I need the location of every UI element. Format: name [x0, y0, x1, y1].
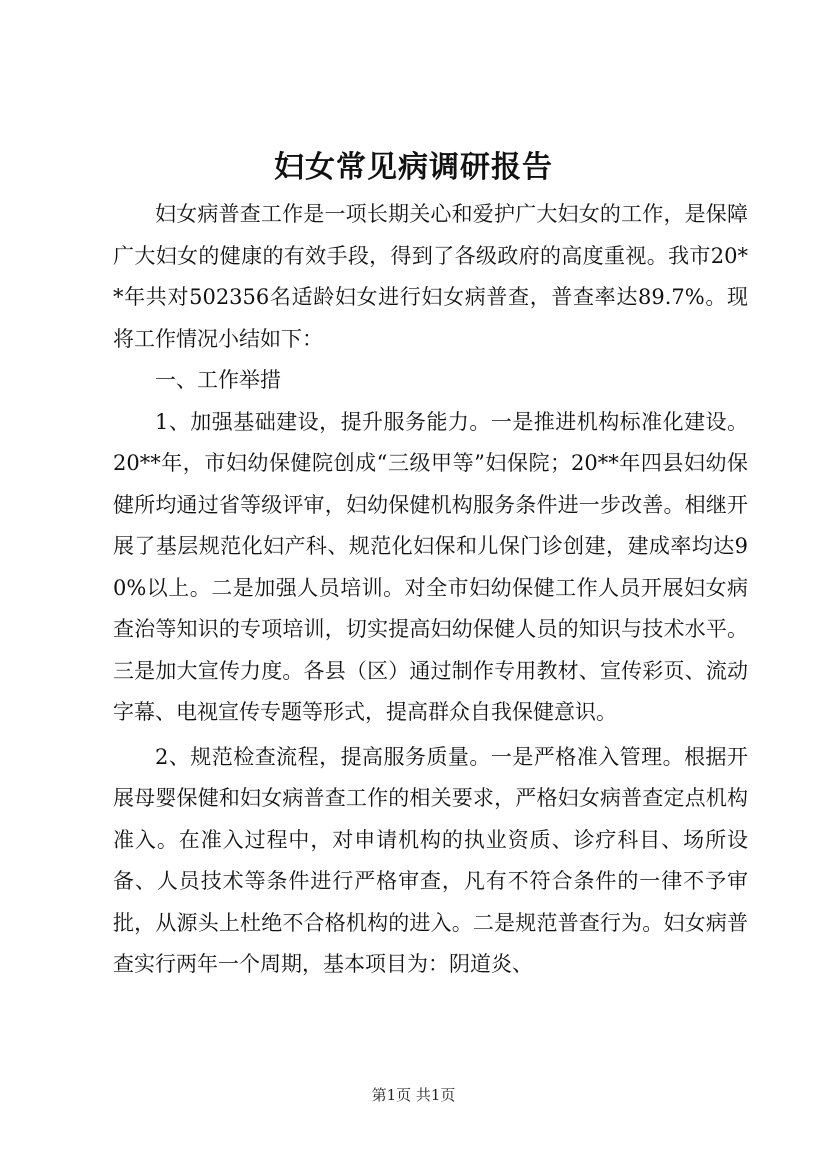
paragraph-inspection-process: 2、规范检查流程，提高服务质量。一是严格准入管理。根据开展母婴保健和妇女病普查工作的相关要求，严格妇女病普查定点机构准入。在准入过程中，对申请机构的执业资质、诊疗科目、场所设备、人员技术等条件进行严格审查，凡有不符合条件的一律不予审批，从源头上杜绝不合格机构的进入。二是规范普查行为。妇女病普查实行两年一个周期，基本项目为：阴道炎、: [113, 744, 748, 976]
section-heading-work-measures: 一、工作举措: [155, 368, 281, 392]
paragraph-infrastructure: 1、加强基础建设，提升服务能力。一是推进机构标准化建设。20**年，市妇幼保健院创成“三级甲等”妇保院；20**年四县妇幼保健所均通过省等级评审，妇幼保健机构服务条件进一步改善。相继开展了基层规范化妇产科、规范化妇保和儿保门诊创建，建成率均达90%以上。二是加强人员培训。对全市妇幼保健工作人员开展妇女病查治等知识的专项培训，切实提高妇幼保健人员的知识与技术水平。三是加大宣传力度。各县（区）通过制作专用教材、宣传彩页、流动字幕、电视宣传专题等形式，提高群众自我保健意识。: [113, 409, 748, 724]
document-title: 妇女常见病调研报告: [274, 150, 553, 185]
page-footer: 第1页 共1页: [371, 1086, 456, 1104]
document-body: [113, 194, 748, 986]
intro-paragraph: 妇女病普查工作是一项长期关心和爱护广大妇女的工作，是保障广大妇女的健康的有效手段，得到了各级政府的高度重视。我市20**年共对502356名适龄妇女进行妇女病普查，普查率达89.7%。现将工作情况小结如下：: [113, 202, 748, 351]
